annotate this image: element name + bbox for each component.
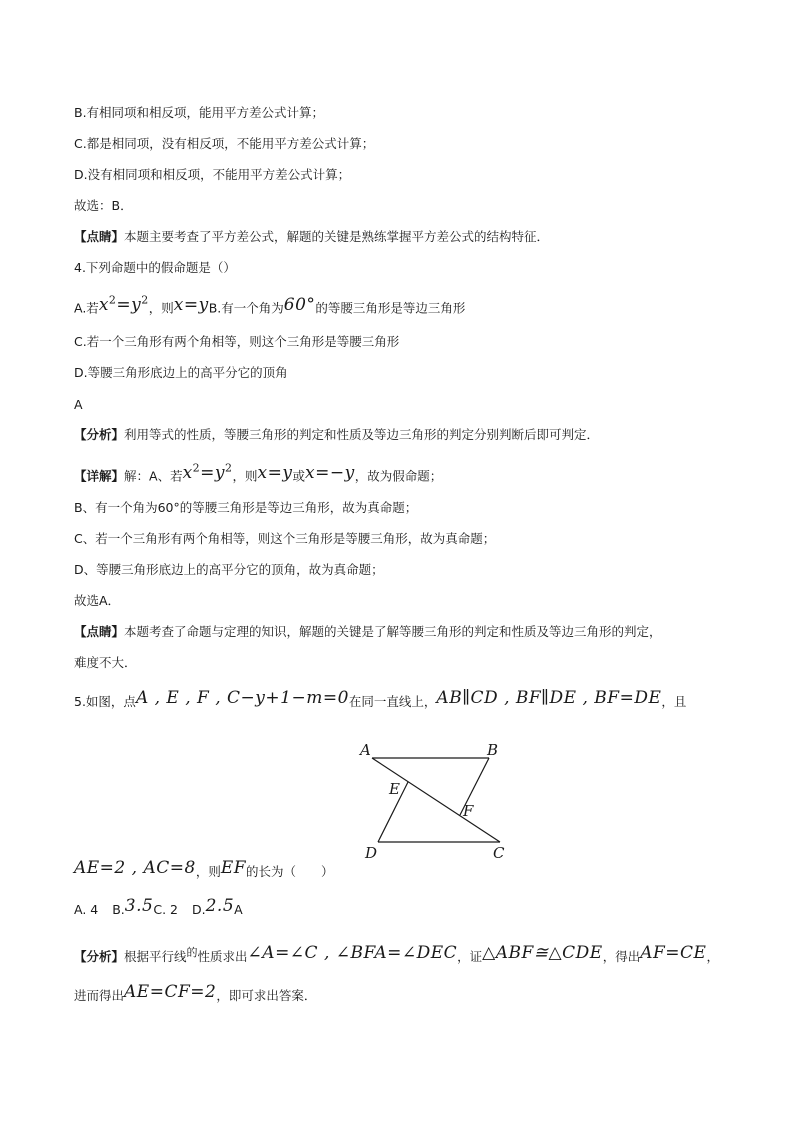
analysis-comma: ， <box>706 949 719 965</box>
detail-a-math1: $x^2=y^2$ <box>182 461 233 483</box>
detail-a-prefix: 解：A、若 <box>124 468 183 484</box>
q4-option-b-suffix: 的等腰三角形是等边三角形 <box>315 300 466 316</box>
q4-option-b-math: 60° <box>283 294 316 315</box>
q3-option-b: B.有相同项和相反项，能用平方差公式计算； <box>74 105 325 120</box>
comment-tag: 【点睛】 <box>74 624 125 639</box>
q5-analysis-line2 <box>74 982 317 1005</box>
q4-stem: 4.下列命题中的假命题是（） <box>74 260 236 275</box>
q5-stem-conditions: AB∥CD , BF∥DE , BF=DE <box>436 688 662 708</box>
label-b: B <box>487 741 499 759</box>
q4-answer-letter: A <box>74 397 83 412</box>
q4-option-a-comma: ，则 <box>148 300 174 316</box>
q5-option-b-math: 3.5 <box>124 896 154 916</box>
analysis-math4: AE=CF=2 <box>124 982 217 1002</box>
analysis-math2: △ABF≅△CDE <box>482 943 603 964</box>
label-d: D <box>365 844 378 862</box>
analysis-mid2: ，证 <box>457 949 483 965</box>
q5-option-b-prefix: B. <box>112 902 125 917</box>
q5-stem-prefix: 5.如图，点 <box>74 694 136 709</box>
analysis-mid3: ，得出 <box>602 949 641 965</box>
analysis-prefix: 根据平行线 <box>124 949 187 965</box>
q4-option-b-prefix: B.有一个角为 <box>208 300 284 316</box>
analysis-math3: AF=CE <box>640 943 707 964</box>
q5-given-suffix: 的长为（ ） <box>246 864 334 879</box>
q5-stem-suffix: ，且 <box>661 694 687 709</box>
analysis-math1: ∠A=∠C , ∠BFA=∠DEC <box>247 943 458 964</box>
label-a: A <box>360 741 371 759</box>
q4-detail-b: B、有一个角为60°的等腰三角形是等边三角形，故为真命题； <box>74 500 418 515</box>
analysis-mid1: 性质求出 <box>197 949 248 965</box>
analysis-line2-prefix: 进而得出 <box>74 988 125 1003</box>
q5-option-a: A. 4 <box>74 902 99 917</box>
analysis-de: 的 <box>186 946 198 959</box>
q4-detail-d: D、等腰三角形底边上的高平分它的顶角，故为真命题； <box>74 562 384 577</box>
label-e: E <box>389 780 400 798</box>
q5-given-ef: EF <box>220 858 247 878</box>
detail-a-suffix: ，故为假命题； <box>354 468 443 484</box>
q5-stem-points: A , E , F , C−y+1−m=0 <box>135 688 349 708</box>
q4-option-a-math1: $x^2=y^2$ <box>98 293 149 315</box>
comment-tag: 【点睛】 <box>74 229 125 244</box>
q4-answer: 故选A． <box>74 593 121 608</box>
q5-analysis-line1 <box>74 944 719 966</box>
q5-option-d-prefix: D. <box>191 902 206 917</box>
analysis-line2-suffix: ，即可求出答案． <box>216 988 317 1003</box>
q3-option-d: D.没有相同项和相反项，不能用平方差公式计算； <box>74 167 351 182</box>
q4-detail-c: C、若一个三角形有两个角相等，则这个三角形是等腰三角形，故为真命题； <box>74 531 496 546</box>
detail-tag: 【详解】 <box>74 468 125 484</box>
q4-comment-line2: 难度不大． <box>74 655 137 670</box>
q5-options <box>74 896 243 919</box>
q4-option-a-math2: x=y <box>173 294 209 315</box>
q5-option-c: C. 2 <box>153 902 178 917</box>
q5-given-mid: ，则 <box>195 864 221 879</box>
q4-option-d: D.等腰三角形底边上的高平分它的顶角 <box>74 365 288 380</box>
label-f: F <box>463 802 474 820</box>
q5-stem-mid: 在同一直线上， <box>348 694 437 709</box>
analysis-text: 利用等式的性质，等腰三角形的判定和性质及等边三角形的判定分别判断后即可判定． <box>124 427 600 442</box>
q4-option-c: C.若一个三角形有两个角相等，则这个三角形是等腰三角形 <box>74 334 400 349</box>
detail-a-math2: x=y <box>257 462 293 483</box>
comment-text: 本题考查了命题与定理的知识，解题的关键是了解等腰三角形的判定和性质及等边三角形的判定， <box>124 624 662 639</box>
q4-option-a-prefix: A.若 <box>74 300 99 316</box>
q3-answer: 故选：B． <box>74 198 133 213</box>
detail-a-or: 或 <box>292 468 305 484</box>
label-c: C <box>493 844 505 862</box>
comment-text: 本题主要考查了平方差公式，解题的关键是熟练掌握平方差公式的结构特征． <box>124 229 550 244</box>
q3-option-c: C.都是相同项，没有相反项，不能用平方差公式计算； <box>74 136 375 151</box>
analysis-tag: 【分析】 <box>74 427 125 442</box>
q5-option-d-math: 2.5 <box>205 896 235 916</box>
analysis-tag: 【分析】 <box>74 949 125 965</box>
segment-ac <box>372 758 500 842</box>
detail-a-math3: x=−y <box>305 462 355 483</box>
detail-a-mid: ，则 <box>232 468 258 484</box>
q5-answer-letter: A <box>234 902 243 917</box>
q5-given-math: AE=2 , AC=8 <box>74 858 196 878</box>
q5-given <box>74 858 334 881</box>
